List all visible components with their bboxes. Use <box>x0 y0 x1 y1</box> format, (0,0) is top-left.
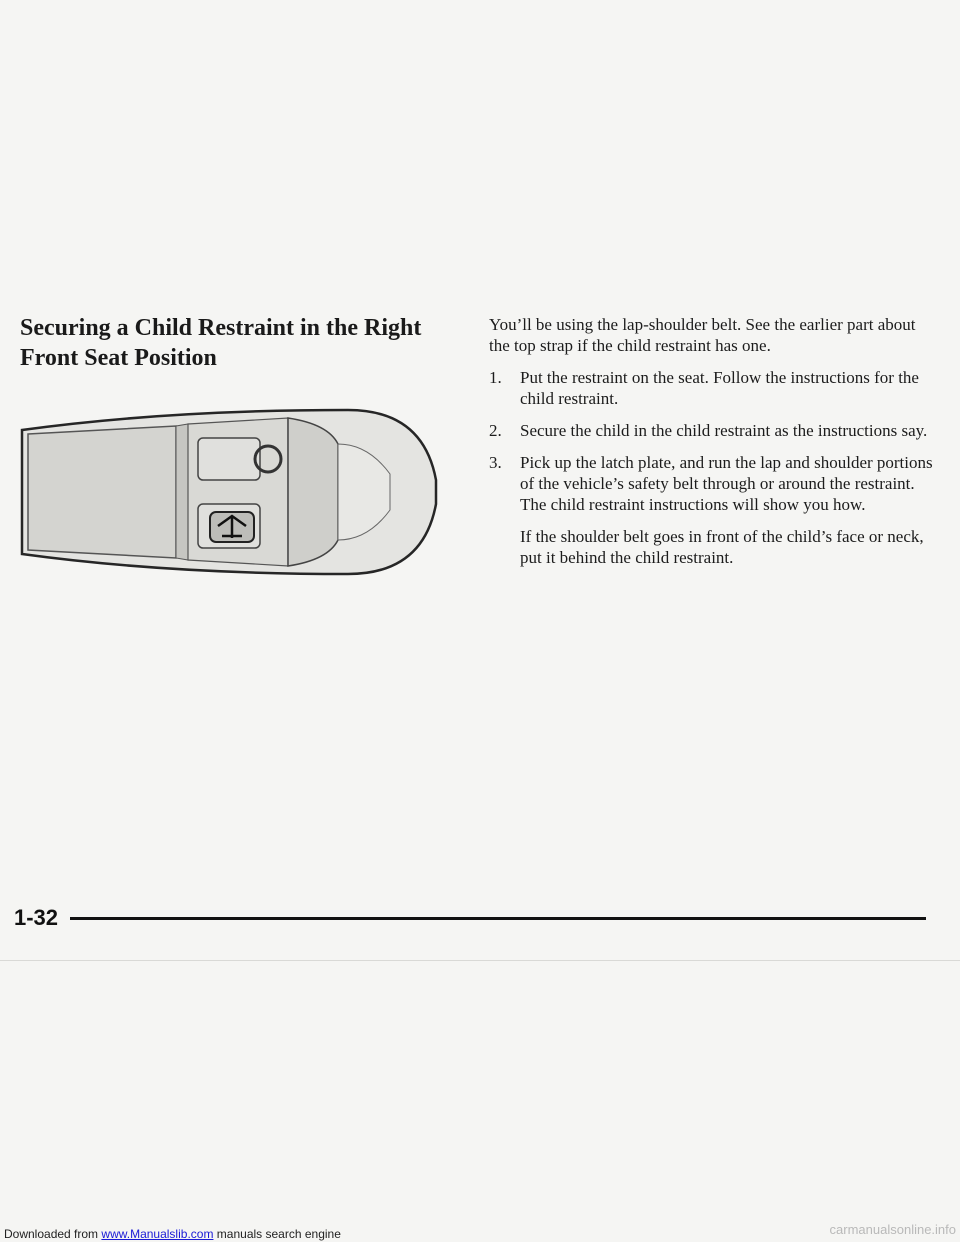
windshield <box>288 418 338 566</box>
instructions-column <box>489 314 939 579</box>
section-heading <box>20 313 450 373</box>
site-watermark: carmanualsonline.info <box>829 1222 956 1237</box>
list-item <box>489 367 939 409</box>
footer-divider <box>70 917 926 920</box>
step-number: 1. <box>489 368 502 387</box>
step-text: Put the restraint on the seat. Follow the instructions for the child restraint. <box>520 368 919 408</box>
list-item <box>489 420 939 441</box>
section-heading-line-1: Securing a Child Restraint in the Right <box>20 315 422 341</box>
download-notice <box>0 1226 960 1242</box>
vehicle-top-view-illustration <box>18 404 442 580</box>
step-text: Pick up the latch plate, and run the lap and shoulder portions of the vehicle’s safety belt through or around the restraint. The child restraint instructions will show you how. <box>520 453 933 514</box>
driver-seat <box>198 438 260 480</box>
step-text: Secure the child in the child restraint as the instructions say. <box>520 421 928 440</box>
list-item <box>489 452 939 568</box>
intro-paragraph: You’ll be using the lap-shoulder belt. See the earlier part about the top strap if the child restraint has one. <box>489 315 916 355</box>
step-number: 2. <box>489 421 502 440</box>
scan-edge-line <box>0 960 960 961</box>
rear-cab-section <box>28 426 176 558</box>
section-heading-line-2: Front Seat Position <box>20 345 217 371</box>
manualslib-link[interactable]: www.Manualslib.com <box>101 1227 214 1241</box>
download-prefix: Downloaded from <box>4 1227 99 1241</box>
download-suffix: manuals search engine <box>216 1227 341 1241</box>
steps-list <box>489 367 939 568</box>
page-number: 1-32 <box>14 905 59 930</box>
rear-window <box>176 424 188 560</box>
step-note: If the shoulder belt goes in front of the child’s face or neck, put it behind the child restraint. <box>520 527 924 567</box>
step-number: 3. <box>489 453 502 472</box>
